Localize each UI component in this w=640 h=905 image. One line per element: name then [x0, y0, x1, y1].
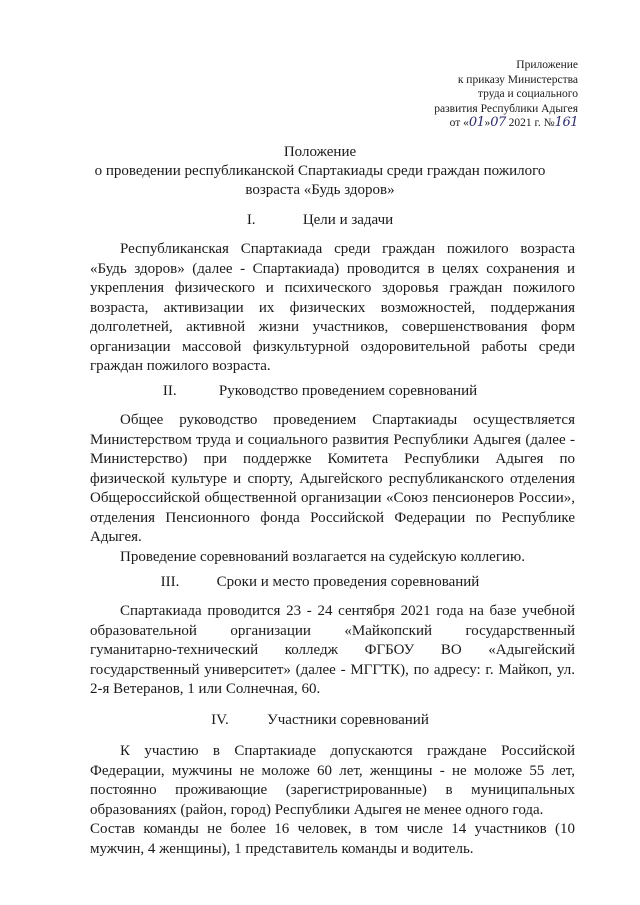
- section-heading-4: [60, 712, 580, 729]
- section-heading-2: [60, 383, 580, 400]
- title-line-1: Положение: [283, 144, 357, 160]
- section-body-4: [90, 742, 575, 859]
- section-heading-3: [60, 574, 580, 591]
- paragraph: Республиканская Спартакиада среди граждан пожилого возраста «Будь здоров» (далее - Спартакиада) проводится в целях сохранения и укрепления физического и психического здоровья граждан пожилого возраста, активизации их физических возможностей, поддержания долголетней, активной жизни участников, совершенствования форм организации массовой физкультурной оздоровительной работы среди граждан пожилого возраста.: [90, 241, 575, 374]
- section-title: Руководство проведением соревнований: [218, 383, 478, 399]
- appendix-line-3: труда и социального: [477, 88, 578, 100]
- paragraph: К участию в Спартакиаде допускаются граждане Российской Федерации, мужчины не моложе 60 лет, женщины - не моложе 55 лет, постоянно проживающие (зарегистрированные) в муниципальных образованиях (район, город) Республики Адыгея не менее одного года.: [90, 743, 575, 818]
- handwritten-month: 07: [490, 115, 506, 130]
- section-number: IV.: [211, 712, 229, 728]
- title-line-3: возраста «Будь здоров»: [245, 182, 395, 198]
- section-body-3: [90, 602, 575, 700]
- section-body-1: [90, 240, 575, 377]
- paragraph: Общее руководство проведением Спартакиады осуществляется Министерством труда и социального развития Республики Адыгея (далее - Министерство) при поддержке Комитета Республики Адыгея по физической культуре и спорту, Адыгейского республиканского отделения Общероссийской общественной организации «Союз пенсионеров России», отделения Пенсионного фонда Российской Федерации по Республике Адыгея.: [90, 412, 575, 545]
- order-date-line: [434, 116, 578, 131]
- paragraph: Спартакиада проводится 23 - 24 сентября 2021 года на базе учебной образовательной организации «Майкопский государственный гуманитарно-технический колледж ФГБОУ ВО «Адыгейский государственный университет» (далее - МГГТК), по адресу: г. Майкоп, ул. 2-я Ветеранов, 1 или Солнечная, 60.: [90, 603, 575, 697]
- section-heading-1: [60, 212, 580, 229]
- handwritten-day: 01: [468, 115, 485, 130]
- appendix-line-2: к приказу Министерства: [457, 73, 578, 86]
- section-title: Участники соревнований: [267, 712, 429, 728]
- date-mid: »: [484, 117, 491, 129]
- section-body-2: [90, 411, 575, 567]
- paragraph: Проведение соревнований возлагается на судейскую коллегию.: [120, 548, 525, 565]
- section-number: I.: [246, 212, 256, 228]
- appendix-line-4: развития Республики Адыгея: [434, 102, 578, 115]
- date-prefix: от «: [449, 117, 469, 129]
- section-number: II.: [162, 383, 177, 399]
- handwritten-number: 161: [554, 115, 578, 130]
- section-title: Цели и задачи: [302, 212, 394, 228]
- document-title: [60, 143, 580, 200]
- appendix-header: [434, 58, 578, 131]
- appendix-line-1: Приложение: [516, 59, 578, 71]
- section-number: III.: [160, 574, 180, 590]
- date-year: 2021 г. №: [505, 117, 555, 129]
- title-line-2: о проведении республиканской Спартакиады среди граждан пожилого: [94, 163, 546, 179]
- section-title: Сроки и место проведения соревнований: [216, 574, 480, 590]
- paragraph: Состав команды не более 16 человек, в том числе 14 участников (10 мужчин, 4 женщины), 1 представитель команды и водитель.: [90, 821, 575, 857]
